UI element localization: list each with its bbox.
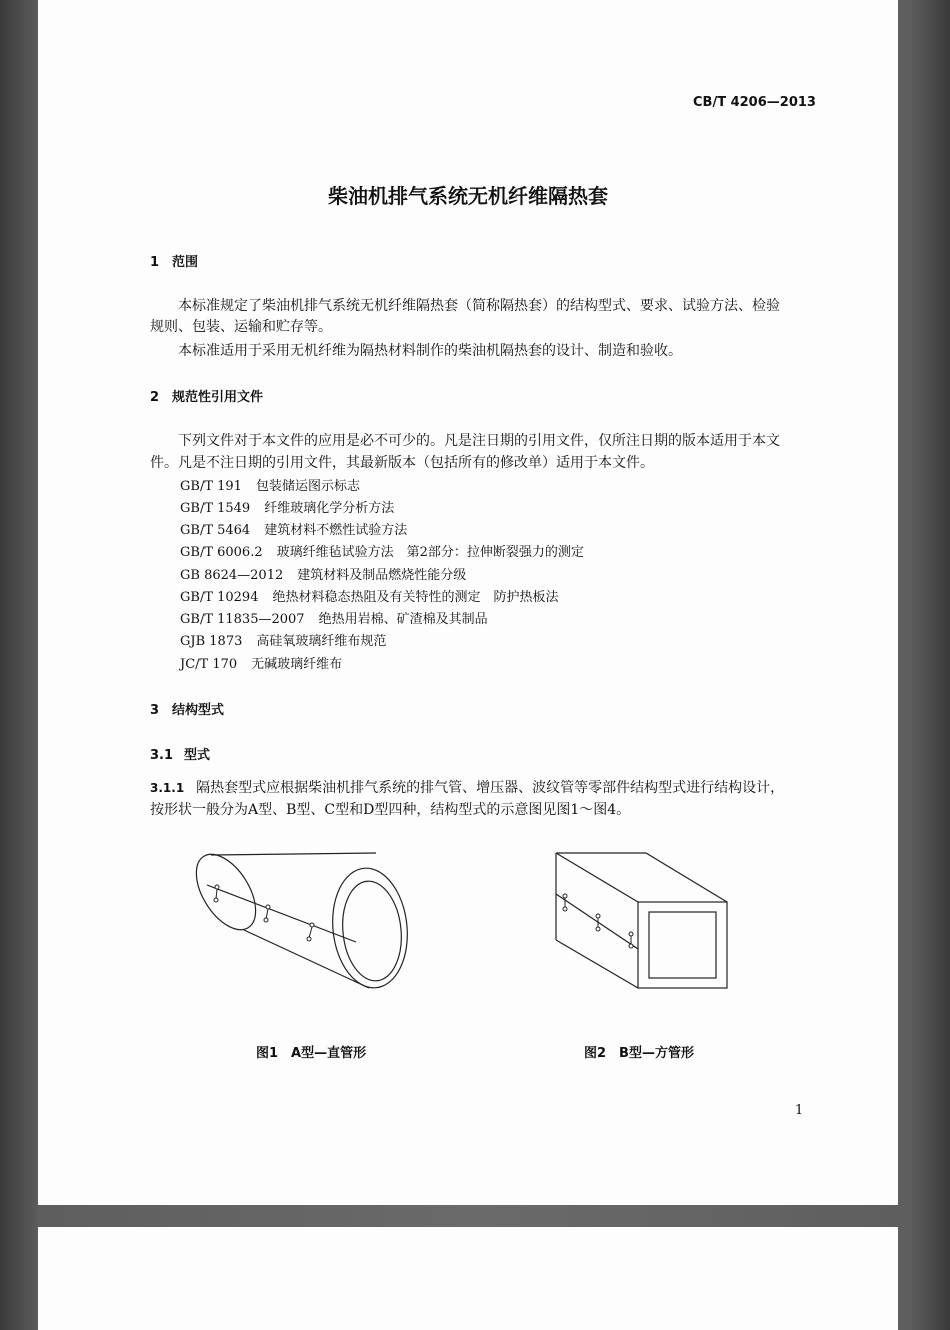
figure-2-square-tube-drawing — [553, 850, 733, 995]
paragraph-line: 下列文件对于本文件的应用是必不可少的。凡是注日期的引用文件，仅所注日期的版本适用于本文 — [178, 433, 780, 449]
section-title: 结构型式 — [172, 703, 225, 718]
reference-code: GJB 1873 — [180, 634, 243, 649]
section-number: 3 — [150, 703, 160, 718]
reference-title: 绝热用岩棉、矿渣棉及其制品 — [318, 612, 488, 627]
paragraph-line: 件。凡是不注日期的引用文件，其最新版本（包括所有的修改单）适用于本文件。 — [150, 455, 654, 471]
reference-item — [180, 541, 584, 560]
reference-title: 建筑材料不燃性试验方法 — [264, 523, 408, 538]
clause-number: 3.1.1 — [150, 781, 185, 795]
reference-item — [180, 564, 466, 583]
reference-title: 无碱玻璃纤维布 — [251, 657, 343, 672]
reference-item — [180, 586, 559, 605]
reference-item — [180, 519, 407, 538]
reference-code: GB/T 6006.2 — [180, 545, 263, 560]
reference-item — [180, 497, 394, 516]
reference-item — [180, 475, 360, 494]
reference-item — [180, 630, 386, 649]
reference-code: GB/T 5464 — [180, 523, 251, 538]
reference-code: GB/T 11835—2007 — [180, 612, 305, 627]
figure-1-cylinder-drawing — [188, 840, 428, 1010]
reference-title: 玻璃纤维毡试验方法 第2部分：拉伸断裂强力的测定 — [276, 545, 584, 560]
reference-item — [180, 653, 342, 672]
reference-title: 高硅氧玻璃纤维布规范 — [256, 634, 387, 649]
reference-code: GB/T 10294 — [180, 590, 259, 605]
figure-2-caption: 图2 B型—方管形 — [584, 1046, 694, 1061]
reference-code: GB/T 191 — [180, 479, 242, 494]
section-1-heading — [150, 251, 198, 270]
clause-text: 隔热套型式应根据柴油机排气系统的排气管、增压器、波纹管等零部件结构型式进行结构设计， — [196, 780, 785, 796]
paragraph-line: 按形状一般分为A型、B型、C型和D型四种，结构型式的示意图见图1～图4。 — [150, 802, 631, 818]
reference-title: 绝热材料稳态热阻及有关特性的测定 防护热板法 — [272, 590, 559, 605]
reference-item — [180, 608, 488, 627]
reference-code: GB 8624—2012 — [180, 568, 284, 583]
reference-title: 建筑材料及制品燃烧性能分级 — [297, 568, 467, 583]
document-page — [38, 0, 898, 1205]
figure-1-caption: 图1 A型—直管形 — [256, 1046, 367, 1061]
reference-code: GB/T 1549 — [180, 501, 251, 516]
next-page — [38, 1227, 898, 1330]
section-3-heading — [150, 699, 224, 718]
subsection-number: 3.1 — [150, 748, 174, 763]
reference-title: 纤维玻璃化学分析方法 — [264, 501, 395, 516]
subsection-heading — [150, 744, 210, 763]
clause-line — [150, 777, 784, 799]
reference-title: 包装储运图示标志 — [255, 479, 360, 494]
section-number: 2 — [150, 390, 160, 405]
section-title: 规范性引用文件 — [172, 390, 264, 405]
paragraph-line: 本标准适用于采用无机纤维为隔热材料制作的柴油机隔热套的设计、制造和验收。 — [178, 343, 682, 359]
page-number: 1 — [795, 1103, 804, 1118]
paragraph-line: 规则、包装、运输和贮存等。 — [150, 319, 332, 335]
subsection-title: 型式 — [184, 748, 211, 763]
document-title: 柴油机排气系统无机纤维隔热套 — [328, 184, 608, 208]
section-2-heading — [150, 386, 263, 405]
section-title: 范围 — [172, 255, 199, 270]
section-number: 1 — [150, 255, 160, 270]
standard-code: CB/T 4206—2013 — [693, 95, 816, 110]
paragraph-line: 本标准规定了柴油机排气系统无机纤维隔热套（简称隔热套）的结构型式、要求、试验方法、检验 — [178, 298, 780, 314]
reference-code: JC/T 170 — [180, 657, 238, 672]
